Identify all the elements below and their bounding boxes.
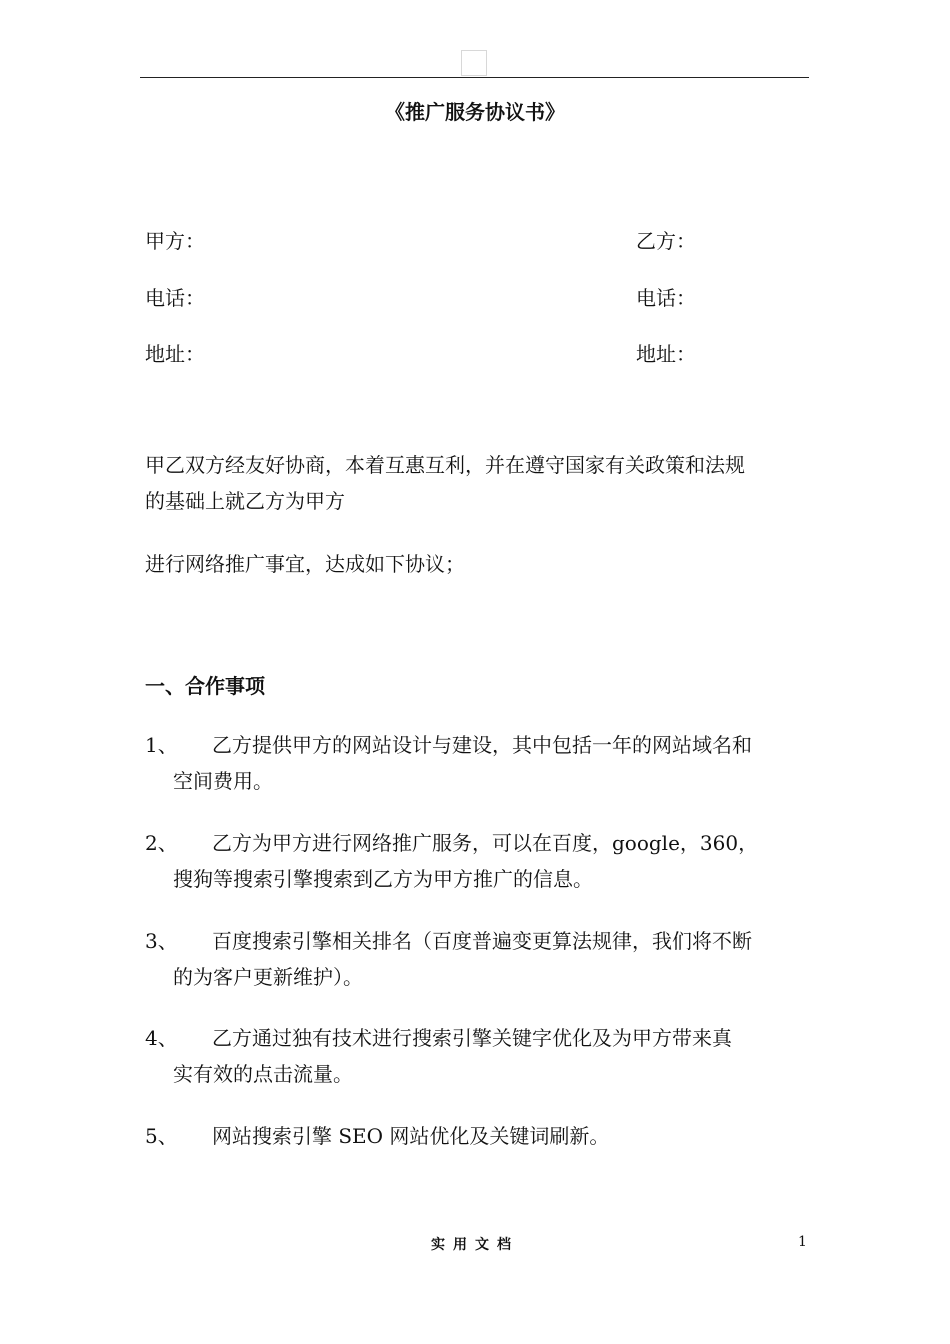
intro-line-3: 进行网络推广事宜，达成如下协议； xyxy=(145,552,465,576)
list-item-text-continued: 搜狗等搜索引擎搜索到乙方为甲方推广的信息。 xyxy=(173,867,593,891)
list-item-text: 乙方通过独有技术进行搜索引擎关键字优化及为甲方带来真 xyxy=(212,1026,732,1050)
list-item-text: 乙方为甲方进行网络推广服务，可以在百度，google，360， xyxy=(212,831,759,855)
intro-line-1: 甲乙双方经友好协商，本着互惠互利，并在遵守国家有关政策和法规 xyxy=(145,453,745,477)
document-title: 《推广服务协议书》 xyxy=(385,100,565,124)
party-b-address-label: 地址： xyxy=(636,342,696,366)
list-item-number: 2、 xyxy=(145,831,178,855)
intro-paragraph xyxy=(145,447,810,519)
list-item-text: 百度搜索引擎相关排名（百度普遍变更算法规律，我们将不断 xyxy=(212,929,752,953)
header-placeholder-box xyxy=(461,50,487,76)
header-rule xyxy=(140,77,809,78)
party-b-label: 乙方： xyxy=(636,229,696,253)
party-a-address-label: 地址： xyxy=(145,342,205,366)
list-item-number: 1、 xyxy=(145,733,178,757)
list-item-number: 5、 xyxy=(145,1124,178,1148)
list-item-text-continued: 实有效的点击流量。 xyxy=(173,1062,353,1086)
list-item-number: 3、 xyxy=(145,929,178,953)
list-item-number: 4、 xyxy=(145,1026,178,1050)
page-number: 1 xyxy=(798,1234,807,1250)
list-item-text-continued: 的为客户更新维护）。 xyxy=(173,965,363,989)
section-heading-cooperation: 一、合作事项 xyxy=(145,674,265,698)
list-item-text: 网站搜索引擎 SEO 网站优化及关键词刷新。 xyxy=(212,1124,610,1148)
party-a-label: 甲方： xyxy=(145,229,205,253)
list-item-text: 乙方提供甲方的网站设计与建设，其中包括一年的网站域名和 xyxy=(212,733,752,757)
intro-line-2: 的基础上就乙方为甲方 xyxy=(145,489,345,513)
party-a-phone-label: 电话： xyxy=(145,286,205,310)
footer-label: 实用文档 xyxy=(431,1237,519,1253)
list-item-text-continued: 空间费用。 xyxy=(173,769,273,793)
party-b-phone-label: 电话： xyxy=(636,286,696,310)
